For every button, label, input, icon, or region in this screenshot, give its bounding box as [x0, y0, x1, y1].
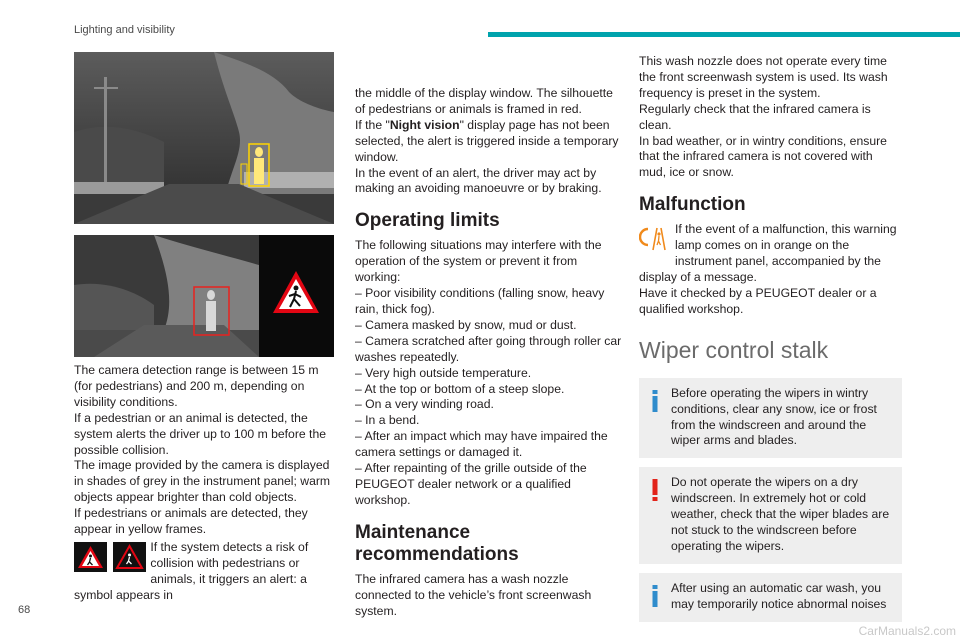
limit-item: – Camera scratched after going through roller car washes repeatedly. [355, 333, 622, 364]
malfunction-paragraph [639, 222, 902, 286]
limit-item: – In a bend. [355, 413, 420, 428]
limit-item: – After repainting of the grille outside of the PEUGEOT dealer network or a qualified workshop. [355, 461, 587, 507]
pedestrian-alert-icon [113, 542, 146, 572]
malfunction-heading: Malfunction [639, 194, 746, 216]
warning-icon [651, 479, 659, 506]
limit-item: – Poor visibility conditions (falling snow, heavy rain, thick fog). [355, 286, 605, 316]
maintenance-text: The infrared camera has a wash nozzle connected to the vehicle’s front screenwash system. [355, 571, 592, 618]
night-vision-text-post: " display page has not been selected, the alert is triggered inside a temporary window. [355, 117, 619, 164]
column-3 [639, 54, 902, 631]
night-vision-label: Night vision [389, 117, 460, 132]
warning-note [639, 467, 902, 564]
check-camera-text: Regularly check that the infrared camera is clean. [639, 101, 871, 132]
alert-symbols [74, 542, 146, 572]
info-note-text: Before operating the wipers in wintry conditions, clear any snow, ice or frost from the windscreen and around the wiper arms and blades. [671, 385, 877, 448]
wash-nozzle-text: This wash nozzle does not operate every time the front screenwash system is used. Its wash frequency is preset in the system. [639, 54, 888, 100]
watermark: CarManuals2.com [858, 624, 956, 638]
pedestrian-warning-icon [74, 542, 107, 572]
alert-distance-text: If a pedestrian or an animal is detected, the system alerts the driver up to 100 m before the possible collision. [74, 410, 326, 457]
alert-action-text: In the event of an alert, the driver may act by making an avoiding manoeuvre or by braking. [355, 165, 602, 196]
maintenance-heading: Maintenance recommendations [355, 521, 519, 565]
limit-item: – At the top or bottom of a steep slope. [355, 381, 565, 396]
limit-item: – Camera masked by snow, mud or dust. [355, 317, 577, 332]
limit-item: – After an impact which may have impaired the camera settings or damaged it. [355, 429, 608, 460]
operating-limits-heading: Operating limits [355, 210, 500, 232]
column-2 [355, 86, 623, 619]
malfunction-text: If the event of a malfunction, this warning lamp comes on in orange on the instrument panel, accompanied by the display of a message. [639, 222, 897, 284]
alert-paragraph [74, 540, 336, 604]
wiper-heading: Wiper control stalk [639, 336, 829, 363]
header-accent-bar [488, 32, 960, 37]
night-vision-fault-icon [639, 223, 669, 258]
operating-limits-intro: The following situations may interfere with the operation of the system or prevent it from working: [355, 238, 602, 285]
info-note-text: After using an automatic car wash, you may temporarily notice abnormal noises [671, 580, 887, 611]
info-icon [651, 390, 659, 417]
limit-item: – On a very winding road. [355, 397, 494, 412]
night-vision-image-collision-alert [74, 235, 334, 357]
alert-text: If the system detects a risk of collision with pedestrians or animals, it triggers an alert: a symbol appears in [74, 539, 309, 602]
malfunction-check-text: Have it checked by a PEUGEOT dealer or a qualified workshop. [639, 285, 877, 316]
warning-note-text: Do not operate the wipers on a dry windscreen. In extremely hot or cold weather, check that the wiper blades are not stuck to the windscreen before operating the wipers. [671, 475, 890, 553]
page-number: 68 [18, 604, 31, 616]
night-vision-text-pre: If the " [355, 117, 390, 132]
info-note [639, 573, 902, 622]
greyscale-text: The image provided by the camera is displayed in shades of grey in the instrument panel; warm objects appear brighter than cold objects. [74, 458, 331, 505]
night-vision-text [355, 118, 623, 166]
info-note [639, 378, 902, 459]
bad-weather-text: In bad weather, or in wintry conditions, ensure that the infrared camera is not covered with mud, ice or snow. [639, 133, 887, 180]
detection-range-text: The camera detection range is between 15 m (for pedestrians) and 200 m, depending on visibility conditions. [74, 363, 319, 409]
yellow-frames-text: If pedestrians or animals are detected, they appear in yellow frames. [74, 506, 308, 537]
column-1 [74, 363, 336, 604]
section-title: Lighting and visibility [74, 24, 175, 36]
limit-item: – Very high outside temperature. [355, 365, 532, 380]
night-vision-image-pedestrian-detected [74, 52, 334, 224]
info-icon [651, 585, 659, 612]
silhouette-text: the middle of the display window. The silhouette of pedestrians or animals is framed in red. [355, 86, 613, 116]
